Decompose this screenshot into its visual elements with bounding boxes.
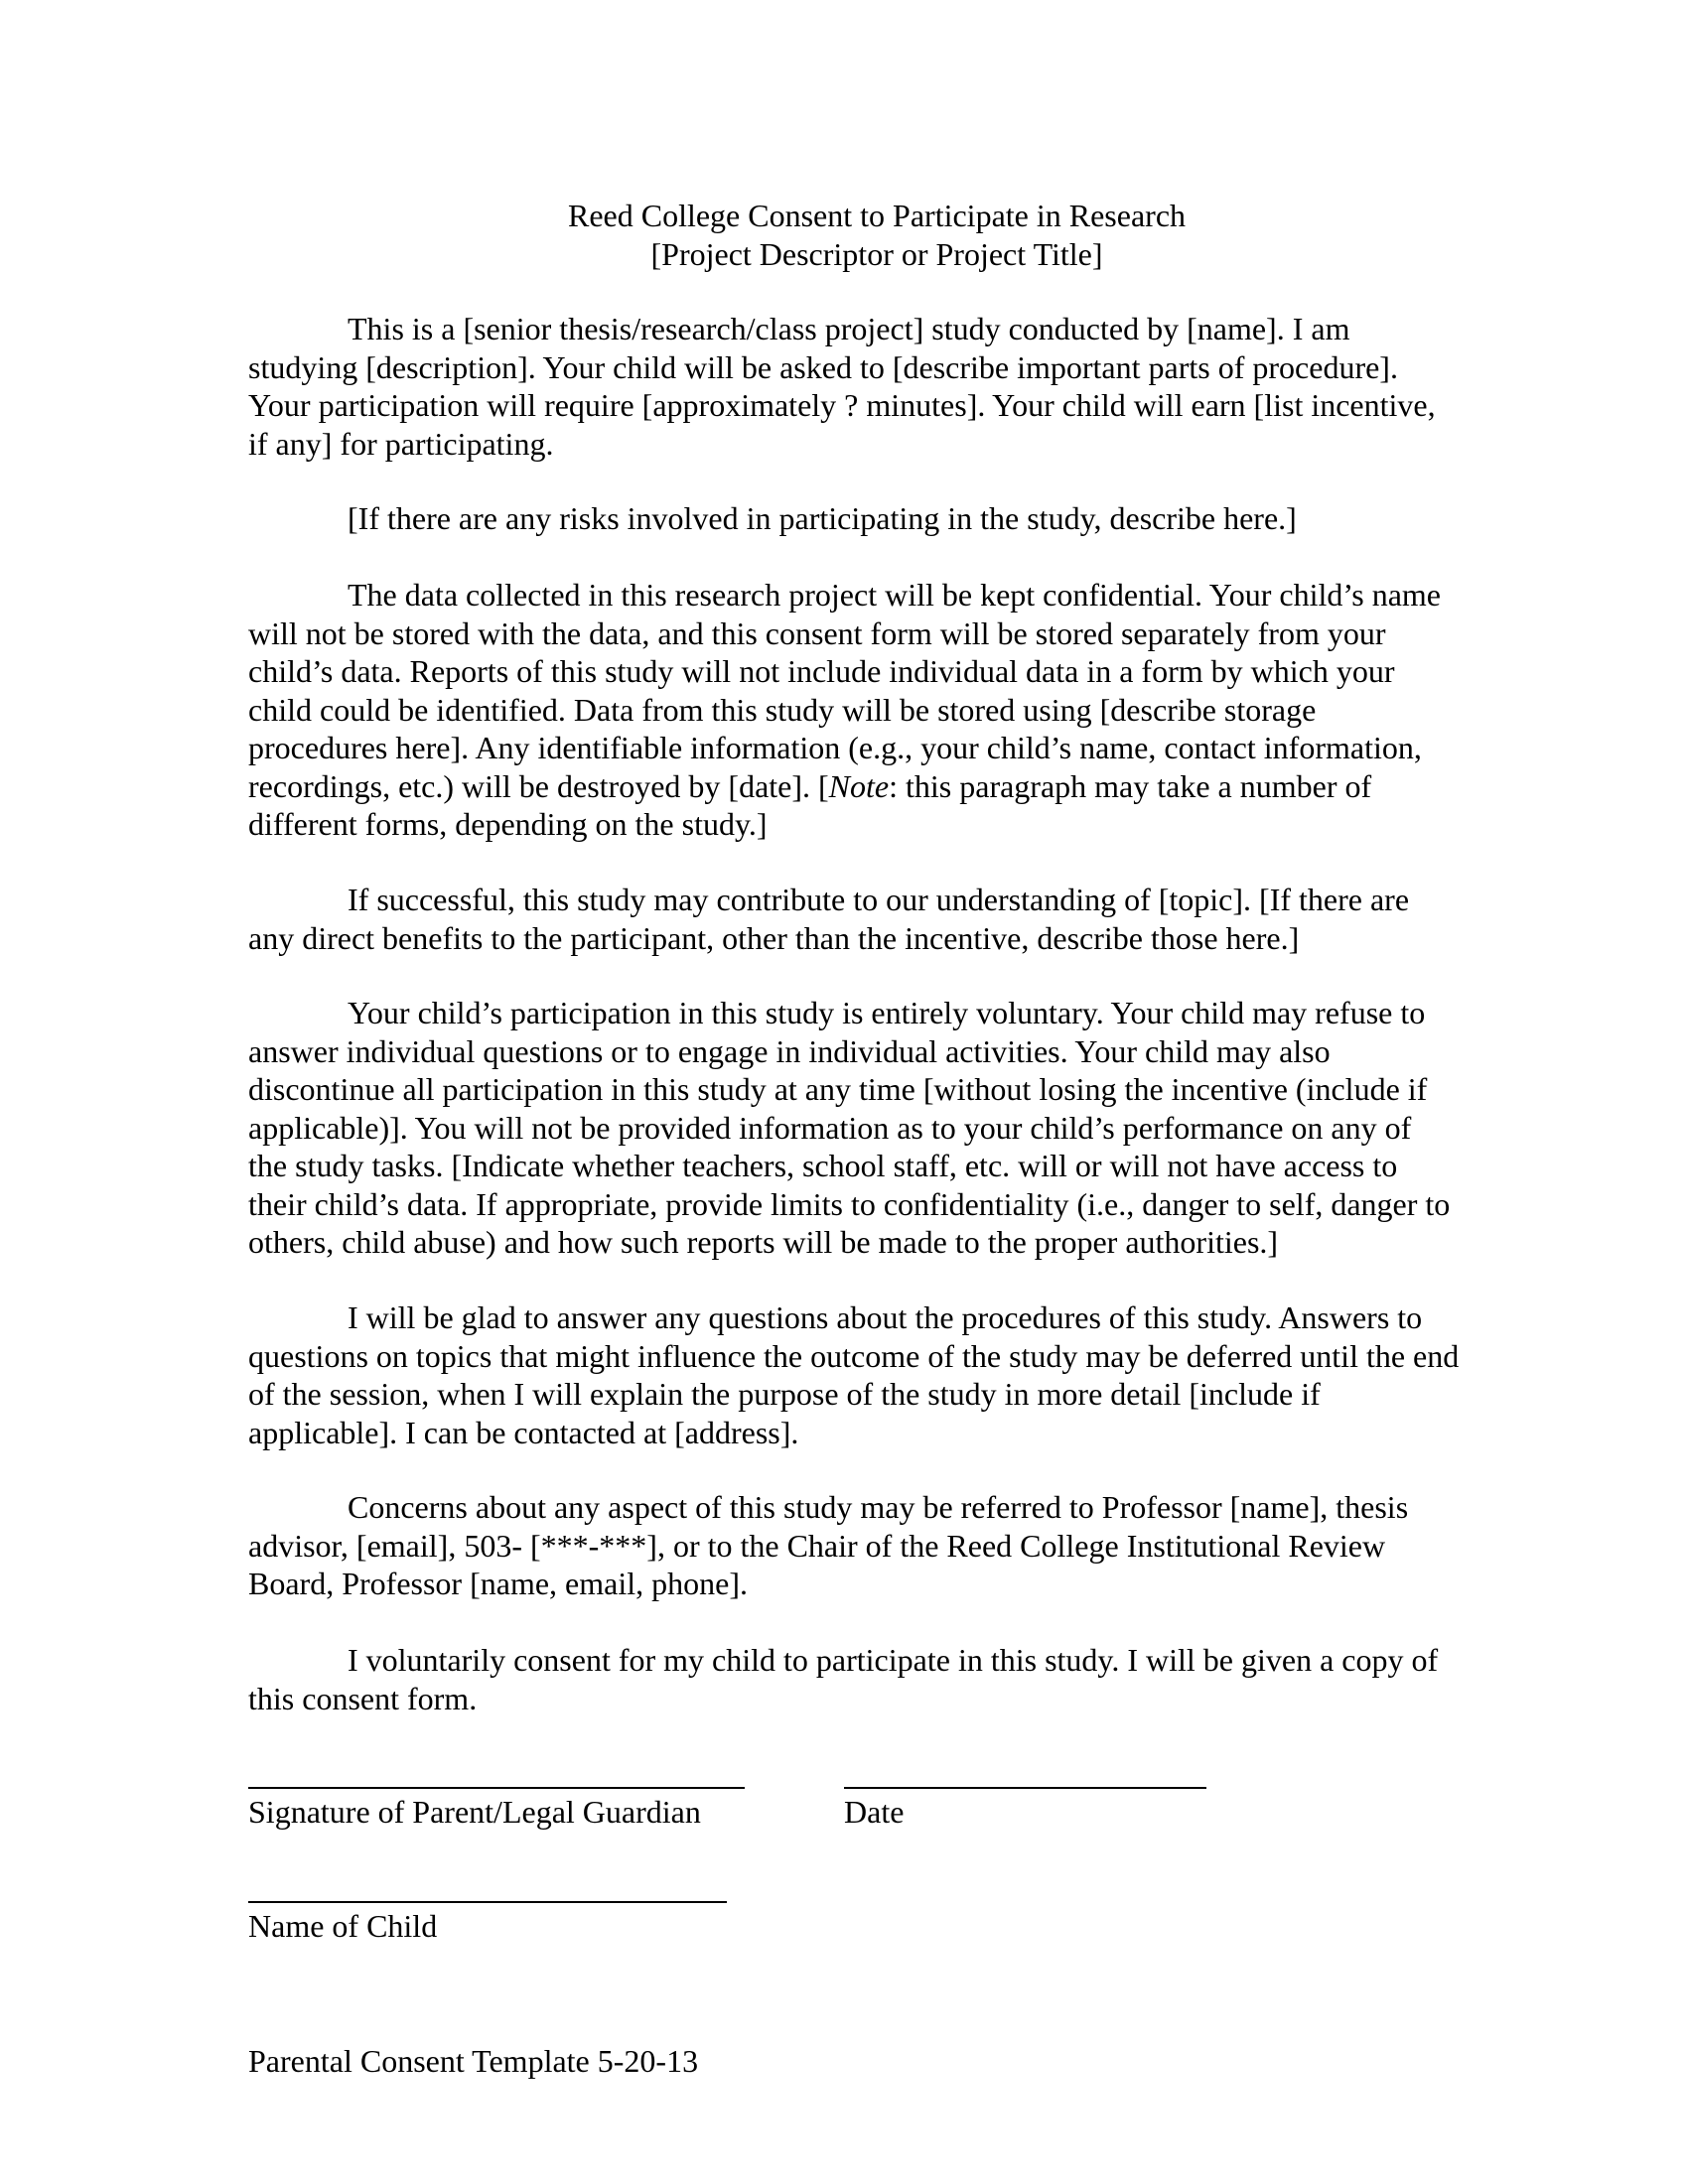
text-line: different forms, depending on the study.] — [248, 806, 768, 842]
text-line: I will be glad to answer any questions about the procedures of this study. Answers to — [348, 1299, 1423, 1335]
text-line: Board, Professor [name, email, phone]. — [248, 1566, 748, 1601]
text-line: child’s data. Reports of this study will not include individual data in a form by which your — [248, 653, 1395, 689]
text-line: any direct benefits to the participant, other than the incentive, describe those here.] — [248, 919, 1300, 956]
text-line: If successful, this study may contribute to our understanding of [topic]. [If there are — [348, 882, 1410, 917]
text-line: discontinue all participation in this study at any time [without losing the incentive (include if — [248, 1071, 1428, 1107]
text-line: [If there are any risks involved in participating in the study, describe here.] — [348, 500, 1297, 536]
note-italic: Note — [828, 767, 890, 804]
paragraph-benefits — [248, 881, 1519, 957]
text-line: applicable]. I can be contacted at [address]. — [248, 1414, 799, 1450]
text-line: the study tasks. [Indicate whether teachers, school staff, etc. will or will not have access to — [248, 1148, 1398, 1183]
text-line-with-note — [248, 767, 1519, 806]
text-line: this consent form. — [248, 1680, 478, 1716]
paragraph-questions — [248, 1298, 1519, 1451]
text-segment: recordings, etc.) will be destroyed by [date]. [ — [248, 767, 829, 804]
text-line: questions on topics that might influence the outcome of the study may be deferred until the end — [248, 1337, 1460, 1374]
paragraph-study-description — [248, 310, 1519, 463]
date-label: Date — [844, 1794, 905, 1830]
paragraph-consent-statement — [248, 1641, 1519, 1717]
text-line: procedures here]. Any identifiable information (e.g., your child’s name, contact information, — [248, 730, 1422, 765]
text-line: others, child abuse) and how such reports will be made to the proper authorities.] — [248, 1224, 1279, 1260]
text-line: their child’s data. If appropriate, provide limits to confidentiality (i.e., danger to self, danger to — [248, 1185, 1451, 1222]
text-line: This is a [senior thesis/research/class project] study conducted by [name]. I am — [348, 311, 1350, 346]
title-line-1: Reed College Consent to Participate in Research — [567, 198, 1187, 233]
text-line: advisor, [email], 503- [***-***], or to the Chair of the Reed College Institutional Review — [248, 1527, 1386, 1564]
text-segment: : this paragraph may take a number of — [889, 767, 1372, 804]
text-line: The data collected in this research project will be kept confidential. Your child’s name — [348, 577, 1441, 613]
paragraph-risks — [248, 499, 1519, 538]
text-line: Your child’s participation in this study is entirely voluntary. Your child may refuse to — [348, 995, 1426, 1030]
paragraph-voluntary — [248, 994, 1519, 1262]
text-line: applicable)]. You will not be provided information as to your child’s performance on any of — [248, 1109, 1412, 1146]
text-line: of the session, when I will explain the purpose of the study in more detail [include if — [248, 1376, 1321, 1412]
paragraph-concerns — [248, 1488, 1519, 1603]
text-line: studying [description]. Your child will be asked to [describe important parts of procedure]. — [248, 348, 1398, 385]
child-name-line[interactable] — [248, 1901, 727, 1903]
text-line: child could be identified. Data from this study will be stored using [describe storage — [248, 691, 1317, 728]
text-line: answer individual questions or to engage in individual activities. Your child may also — [248, 1032, 1331, 1069]
text-line: if any] for participating. — [248, 425, 554, 462]
title-line-2: [Project Descriptor or Project Title] — [650, 236, 1103, 272]
paragraph-confidentiality — [248, 576, 1519, 844]
document-title — [0, 197, 1688, 274]
footer-template-id: Parental Consent Template 5-20-13 — [248, 2043, 699, 2079]
text-line: will not be stored with the data, and this consent form will be stored separately from your — [248, 614, 1386, 651]
text-line: Concerns about any aspect of this study may be referred to Professor [name], thesis — [348, 1489, 1409, 1525]
text-line: Your participation will require [approximately ? minutes]. Your child will earn [list incentive, — [248, 387, 1436, 423]
date-line[interactable] — [844, 1787, 1206, 1789]
parent-signature-line[interactable] — [248, 1787, 745, 1789]
text-line: I voluntarily consent for my child to participate in this study. I will be given a copy of — [348, 1642, 1439, 1678]
parent-signature-label: Signature of Parent/Legal Guardian — [248, 1794, 701, 1830]
child-name-label: Name of Child — [248, 1908, 438, 1944]
